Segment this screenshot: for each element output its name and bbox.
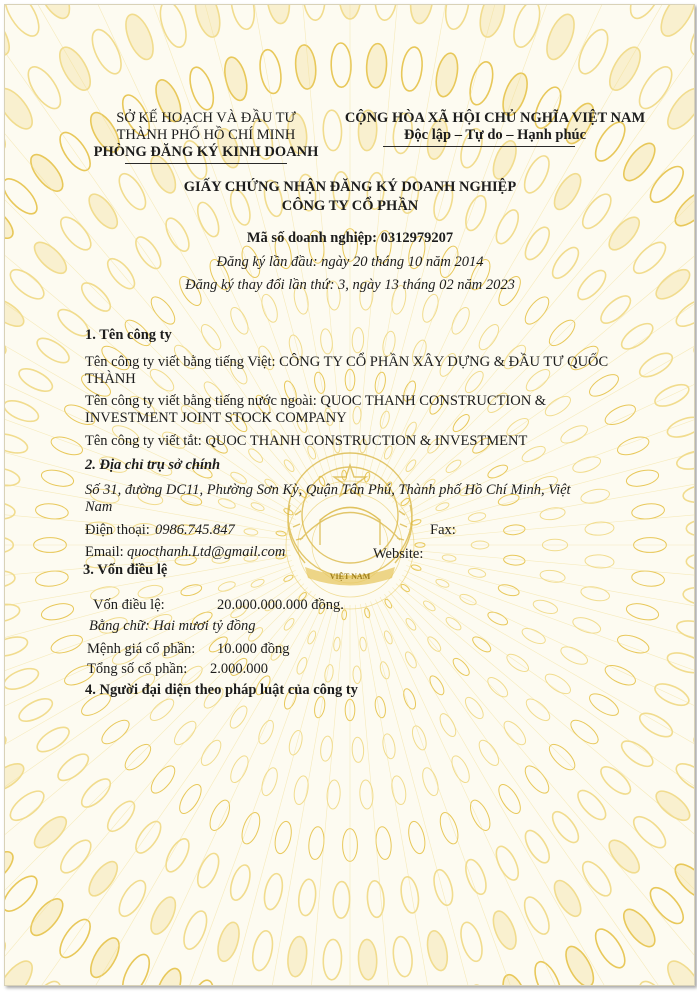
guilloche-petal [530, 958, 566, 985]
guilloche-petal [475, 737, 502, 768]
company-name-foreign: Tên công ty viết bằng tiếng nước ngoài: QUOC THANH CONSTRUCTION & [85, 393, 547, 409]
section-legal-representative-heading: 4. Người đại diện theo pháp luật của công ty [85, 682, 358, 698]
guilloche-petal [381, 733, 397, 760]
header-department: SỞ KẾ HOẠCH VÀ ĐẦU TƯ [116, 110, 296, 126]
guilloche-petal [54, 749, 93, 785]
guilloche-petal [442, 554, 456, 562]
guilloche-petal [633, 62, 678, 114]
guilloche-petal [198, 737, 225, 768]
guilloche-ray [375, 5, 645, 491]
guilloche-petal [539, 569, 566, 584]
guilloche-petal [390, 775, 408, 806]
guilloche-petal [560, 942, 599, 985]
guilloche-petal [175, 781, 205, 817]
total-shares: 2.000.000 [210, 661, 268, 677]
phone-value: 0986.745.847 [155, 522, 235, 538]
guilloche-petal [352, 327, 364, 353]
emblem-ribbon-text: VIỆT NAM [329, 572, 371, 581]
guilloche-petal [302, 5, 327, 21]
guilloche-petal [294, 44, 318, 90]
guilloche-petal [198, 321, 225, 352]
guilloche-petal [437, 711, 459, 739]
guilloche-petal [259, 292, 281, 324]
guilloche-petal [457, 920, 486, 964]
guilloche-petal [665, 649, 694, 677]
guilloche-petal [549, 876, 586, 920]
guilloche-petal [410, 724, 429, 752]
guilloche-petal [227, 753, 252, 785]
guilloche-petal [227, 703, 250, 730]
guilloche-petal [485, 674, 511, 700]
guilloche-petal [40, 601, 75, 623]
guilloche-petal [520, 893, 554, 937]
guilloche-petal [180, 583, 203, 598]
guilloche-petal [25, 150, 68, 197]
guilloche-petal [580, 487, 611, 505]
guilloche-petal [422, 599, 437, 612]
guilloche-petal [408, 5, 436, 25]
guilloche-petal [5, 501, 16, 521]
guilloche-petal [629, 237, 671, 278]
guilloche-petal [84, 857, 123, 900]
guilloche-petal [359, 637, 367, 651]
guilloche-petal [586, 370, 622, 400]
guilloche-petal [602, 401, 638, 429]
guilloche-petal [686, 519, 694, 537]
header-office: PHÒNG ĐĂNG KÝ KINH DOANH [93, 144, 319, 160]
header-city: THÀNH PHỐ HỒ CHÍ MINH [116, 127, 296, 143]
guilloche-petal [489, 138, 521, 182]
company-name-foreign-cont: INVESTMENT JOINT STOCK COMPANY [85, 410, 347, 426]
guilloche-petal [5, 759, 28, 797]
guilloche-petal [399, 46, 424, 92]
guilloche-petal [420, 292, 442, 324]
guilloche-petal [358, 939, 378, 980]
guilloche-petal [287, 729, 305, 756]
certificate-page [4, 4, 695, 986]
guilloche-petal [352, 737, 364, 763]
guilloche-petal [580, 585, 611, 603]
guilloche-petal [5, 430, 30, 456]
guilloche-petal [450, 656, 472, 678]
guilloche-petal [497, 583, 520, 598]
guilloche-petal [532, 598, 559, 616]
guilloche-petal [249, 929, 275, 972]
guilloche-petal [586, 690, 622, 720]
guilloche-petal [25, 894, 68, 941]
guilloche-petal [86, 25, 127, 78]
guilloche-petal [652, 380, 692, 410]
guilloche-petal [542, 393, 573, 420]
guilloche-petal [431, 868, 456, 908]
header-country: CỘNG HÒA XÃ HỘI CHỦ NGHĨA VIỆT NAM [344, 110, 646, 126]
guilloche-petal [542, 670, 573, 697]
guilloche-petal [324, 664, 335, 683]
guilloche-petal [541, 11, 579, 64]
guilloche-petal [33, 723, 73, 757]
guilloche-ray [402, 575, 694, 895]
guilloche-petal [22, 62, 67, 114]
guilloche-petal [77, 774, 115, 811]
guilloche-petal [590, 924, 631, 972]
guilloche-petal [475, 321, 502, 352]
guilloche-petal [577, 857, 616, 900]
guilloche-petal [147, 762, 179, 797]
guilloche-petal [539, 506, 566, 521]
par-value: 10.000 đồng [217, 641, 290, 657]
guilloche-petal [442, 5, 473, 31]
guilloche-petal [365, 43, 387, 88]
guilloche-petal [331, 43, 352, 88]
guilloche-petal [645, 882, 689, 928]
guilloche-petal [655, 5, 694, 41]
guilloche-petal [5, 173, 42, 219]
guilloche-petal [548, 808, 583, 847]
guilloche-petal [492, 843, 523, 883]
guilloche-petal [292, 775, 310, 806]
guilloche-petal [523, 695, 553, 724]
guilloche-petal [448, 753, 472, 785]
fax-label: Fax: [430, 522, 456, 538]
guilloche-petal [286, 935, 309, 977]
address-line: Số 31, đường DC11, Phường Sơn Kỳ, Quận Tân Phú, Thành phố Hồ Chí Minh, Việt [85, 482, 571, 498]
guilloche-petal [521, 293, 553, 328]
guilloche-ray [384, 5, 694, 496]
guilloche-petal [306, 630, 317, 645]
guilloche-petal [571, 454, 603, 476]
guilloche-petal [486, 609, 509, 627]
guilloche-petal [227, 5, 258, 31]
address-line-cont: Nam [85, 499, 113, 515]
guilloche-petal [5, 569, 16, 589]
guilloche-petal [214, 920, 243, 964]
guilloche-petal [521, 827, 554, 867]
guilloche-petal [406, 820, 428, 855]
guilloche-ray [410, 550, 694, 606]
guilloche-petal [244, 528, 258, 536]
guilloche-petal [462, 369, 486, 396]
guilloche-petal [155, 5, 191, 50]
company-name-vietnamese-cont: THÀNH [85, 371, 136, 387]
phone-label: Điện thoại: [85, 522, 150, 538]
guilloche-petal [379, 661, 391, 680]
guilloche-petal [6, 786, 49, 826]
header-motto: Độc lập – Tự do – Hạnh phúc [403, 127, 587, 143]
guilloche-petal [420, 766, 442, 798]
guilloche-petal [206, 797, 234, 833]
guilloche-petal [404, 617, 417, 632]
guilloche-petal [282, 617, 295, 632]
guilloche-petal [5, 871, 42, 917]
guilloche-petal [5, 465, 21, 488]
certificate-subtitle: CÔNG TY CỔ PHẦN [281, 198, 419, 214]
guilloche-petal [675, 618, 694, 643]
guilloche-petal [30, 812, 72, 853]
guilloche-petal [602, 661, 638, 689]
guilloche-petal [6, 265, 49, 305]
header-left-underline [125, 163, 287, 164]
section-address-heading: 2. Địa chỉ trụ sở chính [85, 457, 221, 473]
guilloche-petal [489, 908, 521, 952]
section-capital-heading: 3. Vốn điều lệ [83, 562, 168, 578]
guilloche-petal [458, 592, 477, 607]
guilloche-petal [504, 651, 531, 675]
capital-in-words: Bằng chữ: Hai mươi tỷ đồng [89, 618, 256, 634]
guilloche-petal [16, 364, 56, 396]
guilloche-petal [618, 319, 657, 354]
guilloche-ray [399, 579, 694, 946]
guilloche-petal [690, 730, 694, 766]
capital-value: 20.000.000.000 đồng. [217, 597, 344, 613]
guilloche-petal [217, 580, 236, 593]
guilloche-petal [147, 293, 179, 328]
guilloche-petal [257, 48, 284, 95]
guilloche-petal [686, 553, 694, 571]
guilloche-petal [256, 718, 277, 746]
guilloche-petal [40, 467, 75, 489]
guilloche-petal [54, 915, 96, 963]
guilloche-petal [466, 797, 494, 833]
guilloche-petal [571, 615, 603, 637]
guilloche-petal [114, 876, 151, 920]
guilloche-petal [401, 687, 418, 710]
guilloche-petal [498, 972, 532, 985]
guilloche-petal [179, 908, 211, 952]
guilloche-petal [486, 462, 509, 480]
guilloche-petal [652, 679, 692, 709]
guilloche-petal [625, 467, 660, 489]
guilloche-petal [98, 716, 133, 748]
guilloche-petal [495, 781, 525, 817]
certificate-title: GIẤY CHỨNG NHẬN ĐĂNG KÝ DOANH NGHIỆP [183, 179, 517, 195]
guilloche-petal [672, 294, 694, 332]
guilloche-petal [466, 59, 497, 107]
guilloche-petal [333, 881, 350, 918]
guilloche-petal [264, 5, 292, 25]
change-registration-date: Đăng ký thay đổi lần thứ: 3, ngày 13 tháng 02 năm 2023 [185, 277, 515, 293]
guilloche-petal [690, 325, 694, 361]
guilloche-petal [272, 820, 294, 855]
guilloche-petal [629, 812, 671, 853]
guilloche-petal [593, 5, 636, 7]
guilloche-petal [651, 265, 694, 305]
guilloche-petal [374, 5, 399, 21]
guilloche-petal [5, 602, 21, 625]
guilloche-petal [161, 835, 193, 875]
guilloche-petal [333, 637, 341, 651]
guilloche-petal [227, 863, 254, 903]
guilloche-petal [33, 334, 73, 368]
guilloche-petal [146, 893, 180, 937]
guilloche-petal [618, 904, 660, 951]
guilloche-petal [85, 934, 125, 982]
guilloche-petal [120, 11, 158, 64]
guilloche-petal [558, 643, 590, 668]
guilloche-petal [476, 5, 509, 40]
guilloche-petal [191, 5, 224, 40]
guilloche-ray [408, 561, 694, 727]
guilloche-petal [5, 956, 38, 985]
guilloche-petal [322, 939, 342, 980]
guilloche-petal [147, 695, 177, 724]
guilloche-petal [5, 5, 16, 61]
guilloche-petal [261, 872, 285, 911]
guilloche-petal [259, 766, 281, 798]
website-label: Website: [373, 546, 424, 562]
guilloche-petal [64, 5, 107, 7]
guilloche-petal [672, 759, 694, 797]
guilloche-petal [433, 51, 461, 98]
guilloche-petal [645, 161, 689, 207]
guilloche-petal [5, 730, 10, 766]
guilloche-petal [379, 410, 391, 429]
guilloche-petal [573, 25, 614, 78]
guilloche-petal [30, 237, 72, 278]
guilloche-petal [462, 695, 486, 722]
guilloche-petal [16, 694, 56, 726]
guilloche-petal [509, 5, 545, 50]
email-value: quocthanh.Ltd@gmail.com [127, 544, 286, 560]
guilloche-petal [5, 294, 28, 332]
guilloche-petal [567, 716, 602, 748]
guilloche-petal [675, 448, 694, 473]
header-right-underline [383, 146, 575, 147]
guilloche-petal [427, 674, 446, 697]
guilloche-petal [5, 325, 10, 361]
guilloche-petal [448, 305, 473, 337]
guilloche-petal [383, 630, 394, 645]
guilloche-petal [665, 413, 694, 441]
guilloche-petal [466, 983, 497, 985]
capital-label: Vốn điều lệ: [93, 597, 165, 613]
guilloche-petal [193, 850, 223, 890]
guilloche-petal [618, 736, 657, 771]
national-emblem-watermark [260, 445, 440, 600]
guilloche-petal [297, 878, 318, 916]
guilloche-petal [651, 786, 694, 826]
guilloche-petal [424, 929, 450, 972]
email-label: Email: [85, 544, 124, 560]
guilloche-petal [227, 305, 251, 337]
section-company-name-heading: 1. Tên công ty [85, 327, 172, 343]
enterprise-code: Mã số doanh nghiệp: 0312979207 [246, 230, 454, 246]
guilloche-petal [625, 601, 660, 623]
guilloche-petal [521, 762, 553, 797]
guilloche-petal [131, 817, 165, 856]
guilloche-petal [500, 718, 529, 748]
guilloche-petal [618, 138, 660, 185]
par-value-label: Mệnh giá cổ phần: [87, 641, 196, 657]
guilloche-petal [185, 64, 217, 112]
guilloche-ray [404, 570, 694, 840]
guilloche-petal [558, 422, 590, 446]
company-name-vietnamese: Tên công ty viết bằng tiếng Việt: CÔNG TY CỔ PHẦN XÂY DỰNG & ĐẦU TƯ QUỐC [85, 354, 609, 370]
guilloche-petal [117, 951, 154, 985]
guilloche-petal [520, 625, 548, 646]
guilloche-ray [289, 605, 345, 985]
guilloche-petal [391, 935, 414, 977]
guilloche-petal [573, 786, 610, 824]
guilloche-petal [171, 718, 200, 748]
first-registration-date: Đăng ký lần đầu: ngày 20 tháng 10 năm 2014 [216, 254, 484, 270]
guilloche-petal [5, 5, 45, 41]
total-shares-label: Tổng số cổ phần: [87, 661, 188, 677]
guilloche-petal [662, 956, 694, 985]
company-name-short: Tên công ty viết tắt: QUOC THANH CONSTRUCTION & INVESTMENT [85, 433, 528, 449]
guilloche-petal [5, 633, 30, 659]
guilloche-petal [399, 875, 421, 914]
guilloche-petal [151, 965, 186, 985]
guilloche-petal [450, 412, 472, 434]
